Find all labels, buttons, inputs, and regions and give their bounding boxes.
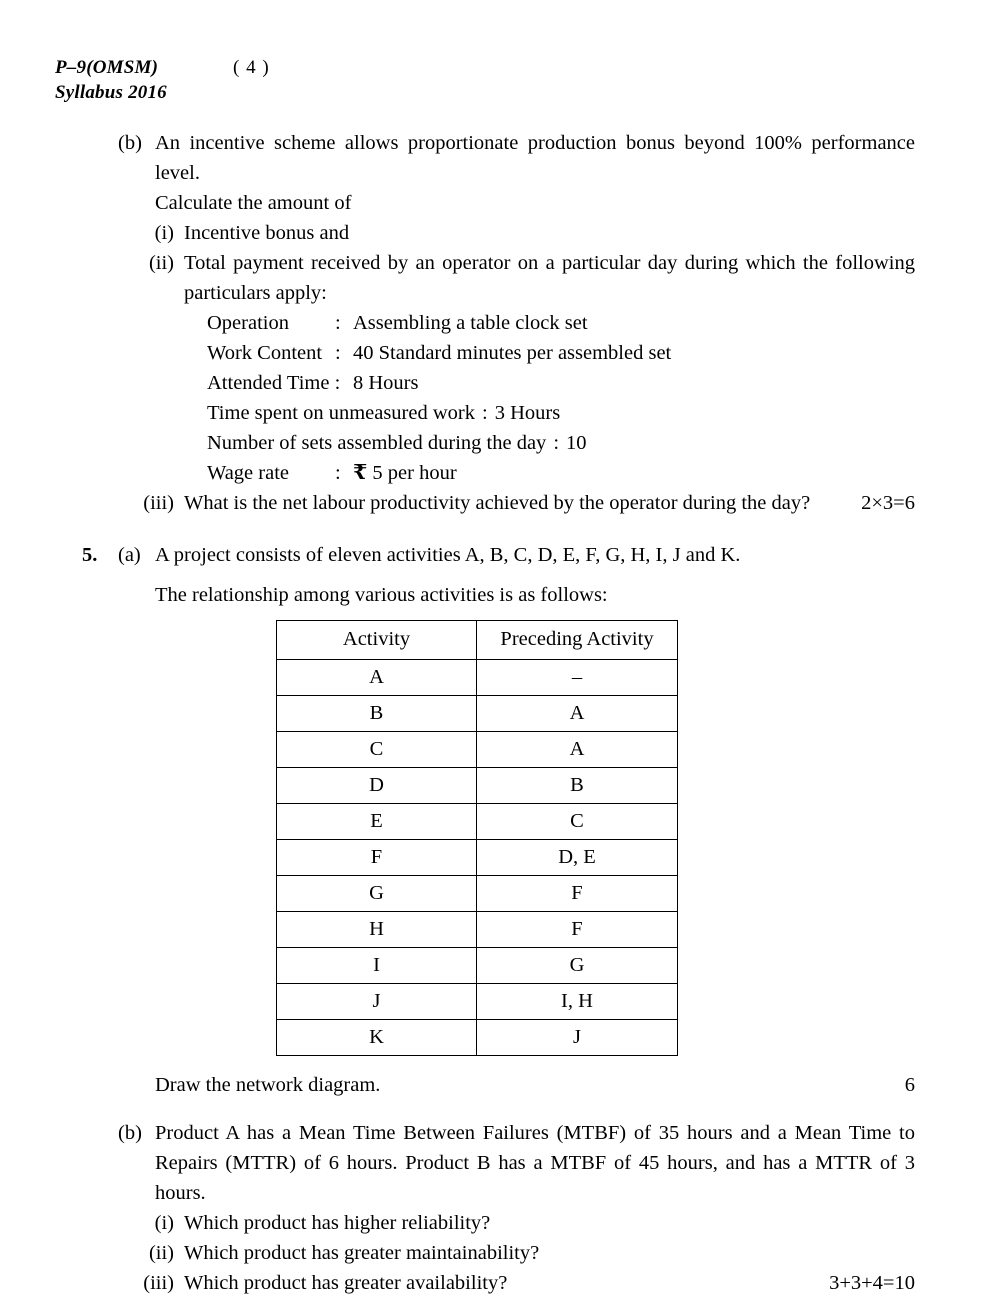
page-body (0, 128, 995, 1298)
rupee-symbol: ₹ (353, 462, 368, 484)
question-5b-marks: 3+3+4=10 (829, 1272, 915, 1294)
sub-i-numeral: (i) (154, 1212, 174, 1234)
sub-iii-marks: 2×3=6 (861, 492, 915, 514)
question-5b-marker: (b) (118, 1122, 142, 1144)
table-row (277, 1020, 678, 1056)
question-4b (0, 128, 995, 518)
question-5a-row (0, 540, 995, 570)
particular-wage-rate (207, 458, 995, 488)
table-row (277, 876, 678, 912)
sub-iii-numeral: (iii) (143, 1272, 174, 1294)
particulars-list (0, 308, 995, 488)
particular-colon: : (335, 462, 341, 484)
particular-colon: : (482, 402, 488, 424)
question-5a-marker: (a) (118, 544, 141, 566)
question-4b-sub-iii (0, 488, 995, 518)
sub-ii-text: Total payment received by an operator on a particular day during which the following particulars apply: (184, 252, 915, 304)
cell-activity: D (277, 768, 477, 804)
table-header-row (277, 621, 678, 660)
particular-attended-time (207, 368, 995, 398)
particular-colon: : (335, 342, 341, 364)
particular-value: 3 Hours (494, 402, 561, 424)
question-4b-sub-ii (0, 248, 995, 308)
cell-activity: B (277, 696, 477, 732)
sub-iii-text: Which product has greater availability? (184, 1272, 508, 1294)
table-row (277, 768, 678, 804)
calculate-amount-line: Calculate the amount of (155, 192, 352, 214)
paper-code: P–9(OMSM) (55, 57, 159, 78)
particular-colon: : (335, 312, 341, 334)
cell-activity: E (277, 804, 477, 840)
particular-unmeasured-work (207, 398, 995, 428)
cell-activity: I (277, 948, 477, 984)
question-5b-text: Product A has a Mean Time Between Failures (MTBF) of 35 hours and a Mean Time to Repairs (MTTR) of 6 hours. Product B has a MTBF of 45 hours, and has a MTTR of 3 hours. (155, 1122, 915, 1204)
table-row (277, 984, 678, 1020)
cell-activity: H (277, 912, 477, 948)
draw-network-instruction (0, 1070, 995, 1100)
cell-preceding: F (477, 912, 678, 948)
question-4b-intro-text: An incentive scheme allows proportionate production bonus beyond 100% performance level. (155, 132, 915, 184)
cell-preceding: F (477, 876, 678, 912)
table-row (277, 948, 678, 984)
question-4b-intro-row (0, 128, 995, 188)
cell-preceding: I, H (477, 984, 678, 1020)
page-header (55, 55, 935, 105)
activity-table-wrapper (0, 620, 995, 1056)
cell-preceding: – (477, 660, 678, 696)
relationship-line: The relationship among various activities is as follows: (155, 584, 608, 606)
sub-ii-numeral: (ii) (148, 252, 174, 274)
table-row (277, 732, 678, 768)
question-5b-sub-iii (0, 1268, 995, 1298)
activity-precedence-table (276, 620, 678, 1056)
table-row (277, 804, 678, 840)
cell-activity: G (277, 876, 477, 912)
sub-i-numeral: (i) (154, 222, 174, 244)
cell-preceding: B (477, 768, 678, 804)
particular-value: Assembling a table clock set (353, 312, 588, 334)
cell-preceding: C (477, 804, 678, 840)
particular-key: Operation (207, 312, 289, 334)
cell-preceding: J (477, 1020, 678, 1056)
particular-value: 8 Hours (353, 372, 419, 394)
question-5a-marks: 6 (904, 1074, 915, 1096)
table-row (277, 660, 678, 696)
question-5-number: 5. (82, 544, 98, 566)
draw-network-row (0, 1070, 995, 1100)
particular-key: Work Content (207, 342, 323, 364)
cell-activity: C (277, 732, 477, 768)
page-number: ( 4 ) (233, 57, 270, 78)
sub-i-text: Which product has higher reliability? (184, 1212, 491, 1234)
cell-preceding: A (477, 732, 678, 768)
particular-value: 40 Standard minutes per assembled set (353, 342, 672, 364)
question-5a-text: A project consists of eleven activities A, B, C, D, E, F, G, H, I, J and K. (155, 544, 741, 566)
particular-sets-assembled (207, 428, 995, 458)
particular-value: 5 per hour (372, 462, 457, 484)
question-5 (0, 540, 995, 1298)
sub-iii-text: What is the net labour productivity achieved by the operator during the day? (184, 492, 811, 514)
particular-key: Time spent on unmeasured work (207, 402, 475, 424)
particular-key: Number of sets assembled during the day (207, 432, 547, 454)
cell-preceding: A (477, 696, 678, 732)
column-header-activity: Activity (277, 621, 477, 660)
particular-operation (207, 308, 995, 338)
cell-preceding: D, E (477, 840, 678, 876)
sub-iii-numeral: (iii) (143, 492, 174, 514)
column-header-preceding-activity: Preceding Activity (477, 621, 678, 660)
question-5b-row (0, 1118, 995, 1208)
cell-activity: J (277, 984, 477, 1020)
question-5b-sub-i (0, 1208, 995, 1238)
question-4b-marker: (b) (118, 132, 142, 154)
sub-i-text: Incentive bonus and (184, 222, 350, 244)
question-4b-sub-i (0, 218, 995, 248)
table-row (277, 912, 678, 948)
particular-colon: : (553, 432, 560, 454)
sub-ii-numeral: (ii) (148, 1242, 174, 1264)
table-row (277, 696, 678, 732)
particular-work-content (207, 338, 995, 368)
cell-activity: K (277, 1020, 477, 1056)
draw-network-text: Draw the network diagram. (155, 1074, 381, 1096)
particular-key: Wage rate (207, 462, 289, 484)
particular-value: 10 (566, 432, 587, 454)
question-5b-sub-ii (0, 1238, 995, 1268)
particular-key: Attended Time : (207, 372, 341, 394)
particular-value-wrapper (353, 458, 457, 488)
cell-activity: A (277, 660, 477, 696)
sub-ii-text: Which product has greater maintainability? (184, 1242, 540, 1264)
particular-colon (335, 368, 353, 398)
cell-activity: F (277, 840, 477, 876)
table-row (277, 840, 678, 876)
cell-preceding: G (477, 948, 678, 984)
syllabus-year: Syllabus 2016 (55, 82, 167, 103)
